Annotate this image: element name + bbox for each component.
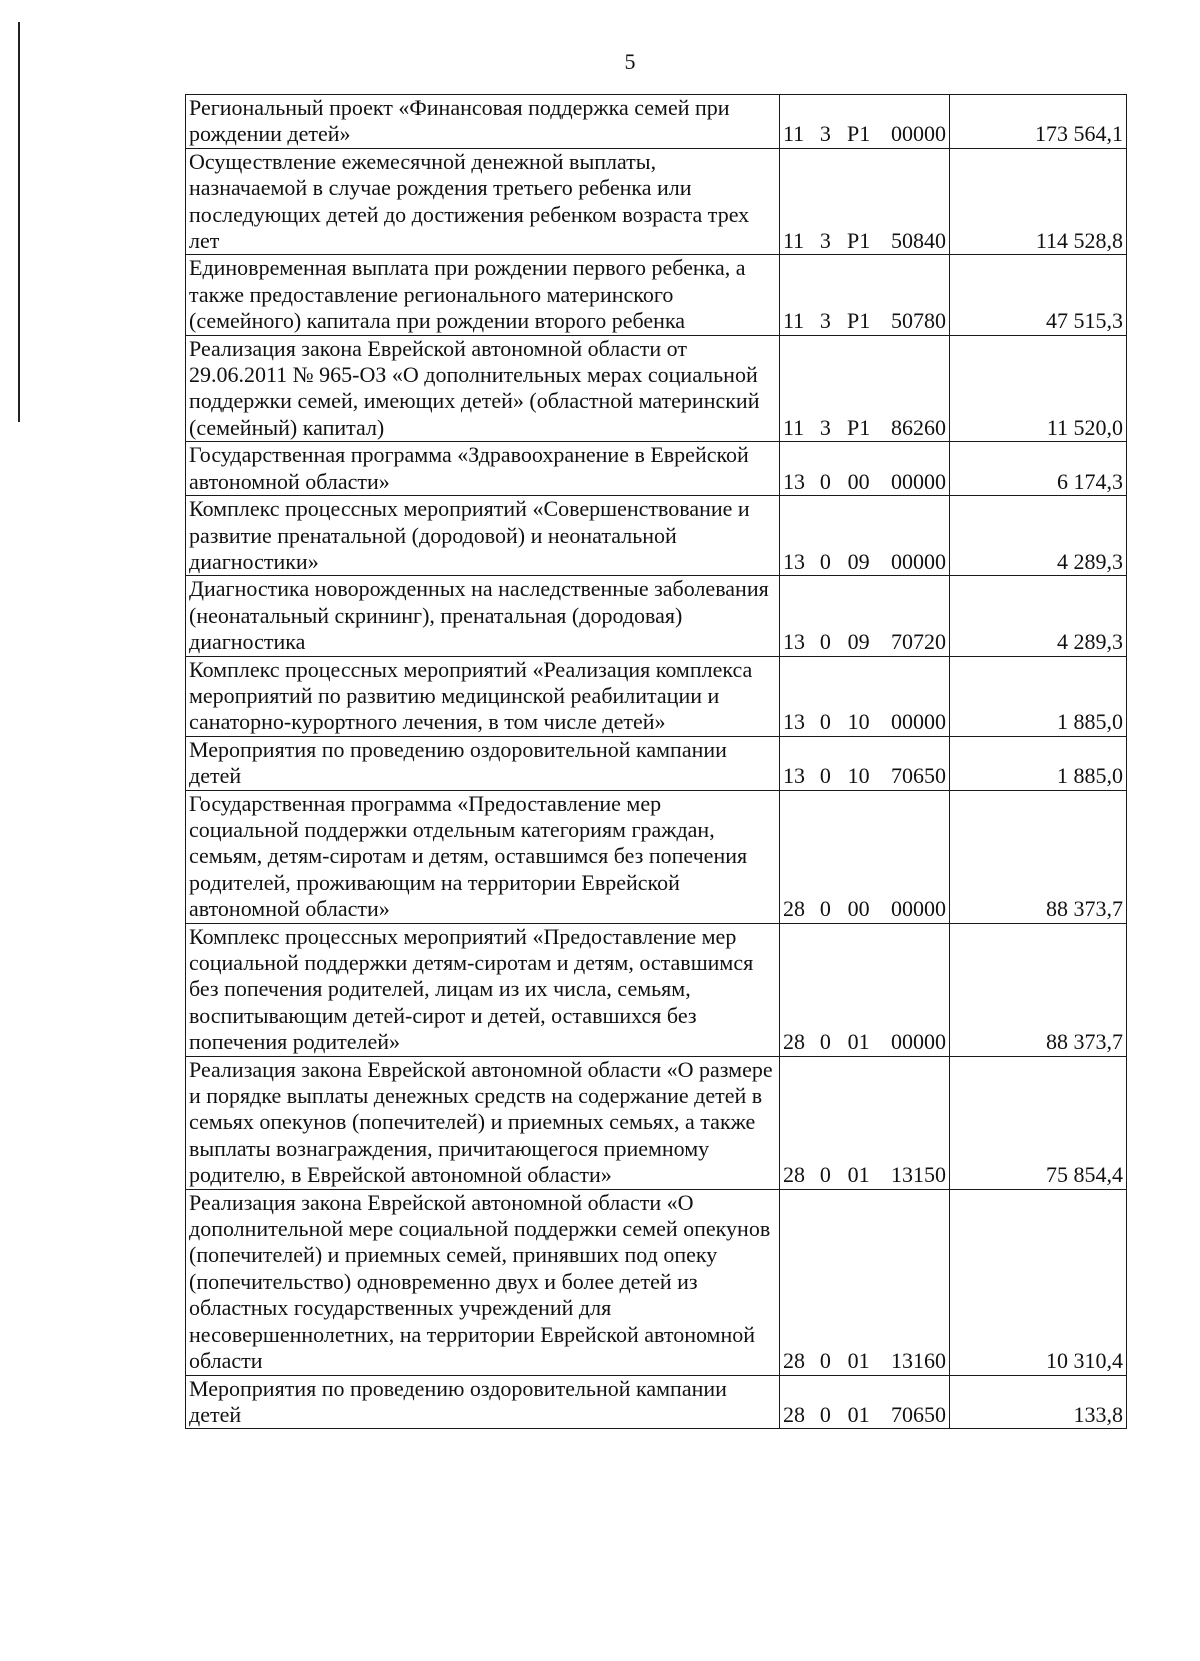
row-code — [783, 228, 946, 254]
row-code — [783, 763, 946, 789]
table-row — [186, 1056, 1127, 1189]
code-part: 3 — [819, 414, 831, 440]
table-row — [186, 923, 1127, 1056]
row-code — [783, 1162, 946, 1188]
budget-table-body — [186, 95, 1127, 1429]
code-part: 28 — [783, 1348, 805, 1374]
code-part: 0 — [819, 629, 831, 655]
code-part: Р1 — [847, 414, 871, 440]
code-part: 0 — [819, 709, 831, 735]
row-code-cell — [780, 95, 950, 149]
code-part: 0 — [819, 548, 831, 574]
row-amount-cell: 133,8 — [950, 1375, 1127, 1429]
table-row — [186, 736, 1127, 790]
budget-table — [185, 94, 1127, 1429]
row-name-cell: Государственная программа «Предоставление мер социальной поддержки отдельным категориям граждан, семьям, детям-сиротам и детям, оставшимся без попечения родителей, проживающим на территории Еврейской автономной области» — [186, 790, 780, 923]
code-part: 50780 — [890, 308, 946, 334]
row-amount-cell: 4 289,3 — [950, 496, 1127, 576]
row-code — [783, 549, 946, 575]
left-margin-line — [18, 22, 20, 422]
code-part: 0 — [819, 468, 831, 494]
row-code-cell — [780, 923, 950, 1056]
code-part: 01 — [847, 1348, 870, 1374]
row-name-cell: Комплекс процессных мероприятий «Совершенствование и развитие пренатальной (дородовой) и неонатальной диагностики» — [186, 496, 780, 576]
code-part: 0 — [819, 1401, 831, 1427]
code-part: 0 — [819, 763, 831, 789]
table-row — [186, 335, 1127, 442]
row-amount-cell: 88 373,7 — [950, 790, 1127, 923]
code-part: 70650 — [890, 763, 946, 789]
row-code — [783, 469, 946, 495]
row-amount-cell: 1 885,0 — [950, 656, 1127, 736]
row-code-cell — [780, 1189, 950, 1375]
code-part: 11 — [783, 121, 805, 147]
code-part: 0 — [819, 1162, 831, 1188]
code-part: 70720 — [890, 629, 946, 655]
code-part: 11 — [783, 308, 805, 334]
code-part: 13 — [783, 629, 805, 655]
row-amount-cell: 173 564,1 — [950, 95, 1127, 149]
code-part: 10 — [847, 763, 870, 789]
row-amount-cell: 114 528,8 — [950, 148, 1127, 255]
row-name-cell: Реализация закона Еврейской автономной области от 29.06.2011 № 965-ОЗ «О дополнительных мерах социальной поддержки семей, имеющих детей» (областной материнский (семейный) капитал) — [186, 335, 780, 442]
code-part: 28 — [783, 1401, 805, 1427]
row-code-cell — [780, 736, 950, 790]
code-part: 00 — [847, 468, 870, 494]
code-part: 00000 — [890, 709, 946, 735]
code-part: Р1 — [847, 308, 871, 334]
row-amount-cell: 4 289,3 — [950, 576, 1127, 656]
row-code-cell — [780, 1375, 950, 1429]
code-part: 28 — [783, 896, 805, 922]
code-part: 13 — [783, 763, 805, 789]
code-part: 3 — [819, 121, 831, 147]
table-row — [186, 790, 1127, 923]
code-part: 70650 — [890, 1401, 946, 1427]
code-part: 13 — [783, 709, 805, 735]
table-row — [186, 1189, 1127, 1375]
code-part: 00000 — [890, 896, 946, 922]
row-code-cell — [780, 442, 950, 496]
code-part: 13160 — [890, 1348, 946, 1374]
code-part: 28 — [783, 1162, 805, 1188]
table-row — [186, 576, 1127, 656]
code-part: 0 — [819, 1348, 831, 1374]
row-name-cell: Единовременная выплата при рождении первого ребенка, а также предоставление регионального материнского (семейного) капитала при рождении второго ребенка — [186, 255, 780, 335]
row-name-cell: Реализация закона Еврейской автономной области «О размере и порядке выплаты денежных средств на содержание детей в семьях опекунов (попечителей) и приемных семьях, а также выплаты вознаграждения, причитающегося приемному родителю, в Еврейской автономной области» — [186, 1056, 780, 1189]
row-code-cell — [780, 496, 950, 576]
code-part: 00000 — [890, 548, 946, 574]
row-code — [783, 121, 946, 147]
row-code-cell — [780, 1056, 950, 1189]
code-part: 11 — [783, 228, 805, 254]
table-row — [186, 656, 1127, 736]
code-part: Р1 — [847, 121, 871, 147]
row-amount-cell: 47 515,3 — [950, 255, 1127, 335]
row-amount-cell: 10 310,4 — [950, 1189, 1127, 1375]
code-part: 0 — [819, 1029, 831, 1055]
table-row — [186, 496, 1127, 576]
code-part: 00000 — [890, 1029, 946, 1055]
row-code — [783, 896, 946, 922]
row-code-cell — [780, 576, 950, 656]
row-code-cell — [780, 148, 950, 255]
row-code-cell — [780, 255, 950, 335]
code-part: 28 — [783, 1029, 805, 1055]
code-part: 3 — [819, 228, 831, 254]
row-amount-cell: 6 174,3 — [950, 442, 1127, 496]
row-name-cell: Диагностика новорожденных на наследственные заболевания (неонатальный скрининг), пренатальная (дородовая) диагностика — [186, 576, 780, 656]
table-row — [186, 1375, 1127, 1429]
row-code-cell — [780, 335, 950, 442]
row-name-cell: Мероприятия по проведению оздоровительной кампании детей — [186, 736, 780, 790]
row-code — [783, 1029, 946, 1055]
row-code — [783, 1348, 946, 1374]
row-name-cell: Государственная программа «Здравоохранение в Еврейской автономной области» — [186, 442, 780, 496]
row-code-cell — [780, 656, 950, 736]
table-row — [186, 95, 1127, 149]
row-amount-cell: 1 885,0 — [950, 736, 1127, 790]
row-name-cell: Комплекс процессных мероприятий «Реализация комплекса мероприятий по развитию медицинской реабилитации и санаторно-курортного лечения, в том числе детей» — [186, 656, 780, 736]
code-part: 13 — [783, 548, 805, 574]
code-part: 01 — [847, 1029, 870, 1055]
table-row — [186, 442, 1127, 496]
code-part: 13 — [783, 468, 805, 494]
code-part: 01 — [847, 1401, 870, 1427]
code-part: Р1 — [847, 228, 871, 254]
code-part: 11 — [783, 414, 805, 440]
row-code-cell — [780, 790, 950, 923]
code-part: 00000 — [890, 468, 946, 494]
code-part: 0 — [819, 896, 831, 922]
row-amount-cell: 88 373,7 — [950, 923, 1127, 1056]
row-name-cell: Региональный проект «Финансовая поддержка семей при рождении детей» — [186, 95, 780, 149]
table-row — [186, 255, 1127, 335]
code-part: 09 — [847, 629, 870, 655]
code-part: 00000 — [890, 121, 946, 147]
row-name-cell: Комплекс процессных мероприятий «Предоставление мер социальной поддержки детям-сиротам и детям, оставшимся без попечения родителей, лицам из их числа, семьям, воспитывающим детей-сирот и детей, оставшихся без попечения родителей» — [186, 923, 780, 1056]
row-name-cell: Осуществление ежемесячной денежной выплаты, назначаемой в случае рождения третьего ребенка или последующих детей до достижения ребенком возраста трех лет — [186, 148, 780, 255]
row-code — [783, 1402, 946, 1428]
code-part: 10 — [847, 709, 870, 735]
code-part: 00 — [847, 896, 870, 922]
code-part: 50840 — [890, 228, 946, 254]
row-amount-cell: 11 520,0 — [950, 335, 1127, 442]
row-code — [783, 415, 946, 441]
code-part: 3 — [819, 308, 831, 334]
code-part: 13150 — [890, 1162, 946, 1188]
row-name-cell: Мероприятия по проведению оздоровительной кампании детей — [186, 1375, 780, 1429]
row-code — [783, 629, 946, 655]
table-row — [186, 148, 1127, 255]
code-part: 09 — [847, 548, 870, 574]
page-number: 5 — [624, 49, 636, 74]
row-name-cell: Реализация закона Еврейской автономной области «О дополнительной мере социальной поддержки семей опекунов (попечителей) и приемных семей, принявших под опеку (попечительство) одновременно двух и более детей из областных государственных учреждений для несовершеннолетних, на территории Еврейской автономной области — [186, 1189, 780, 1375]
row-amount-cell: 75 854,4 — [950, 1056, 1127, 1189]
code-part: 86260 — [890, 414, 946, 440]
row-code — [783, 709, 946, 735]
code-part: 01 — [847, 1162, 870, 1188]
row-code — [783, 308, 946, 334]
